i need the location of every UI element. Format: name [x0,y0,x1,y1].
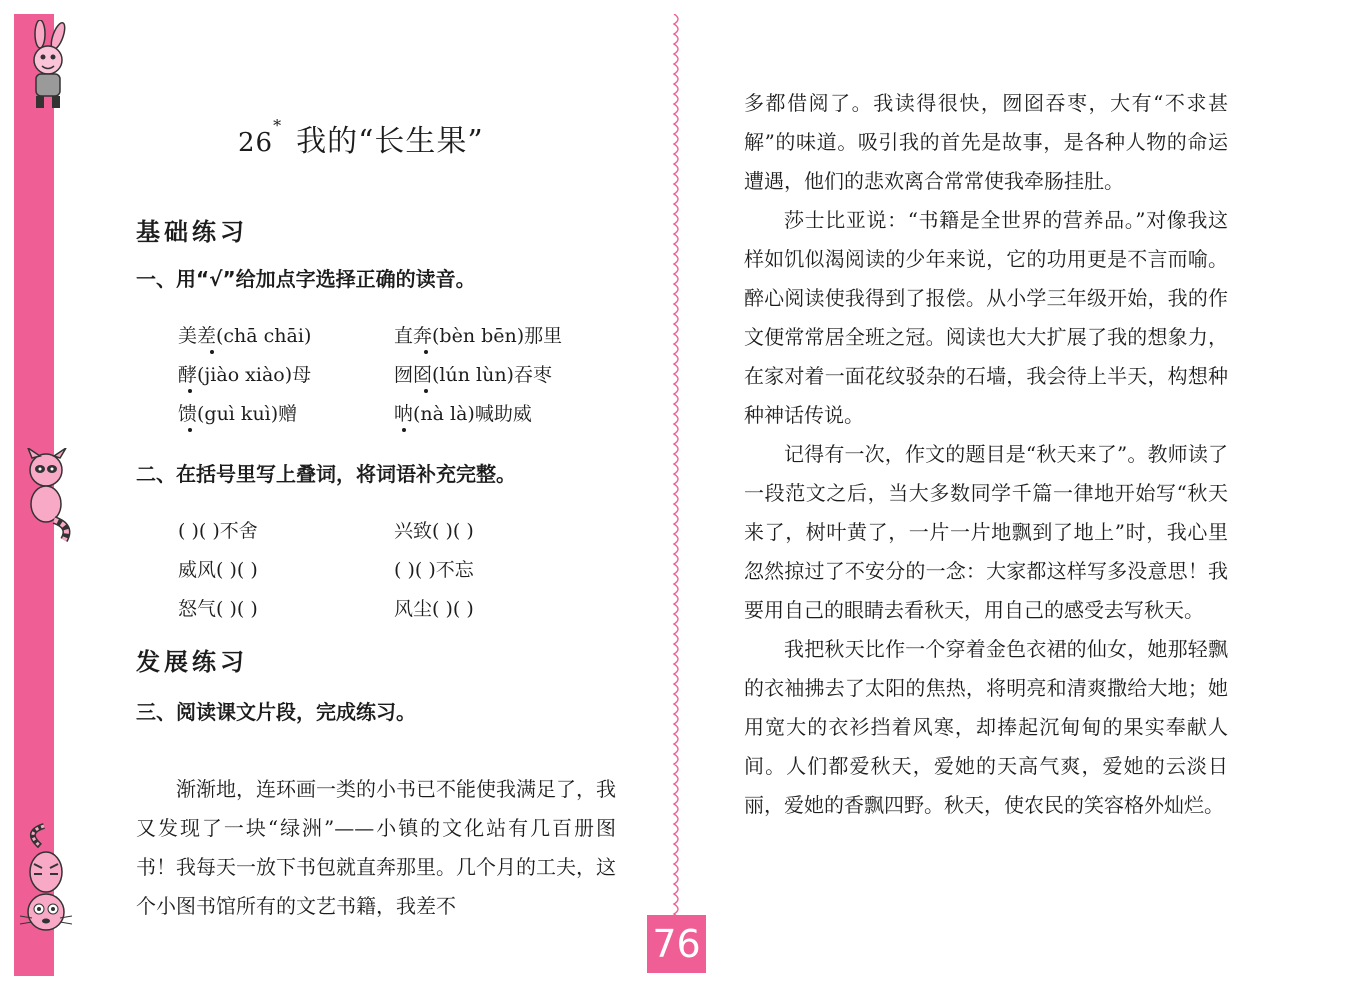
q1-item: 美差(chā chāi) [178,325,312,347]
q1-item: 囫囵(lún lùn)吞枣 [394,364,552,386]
raccoon-icon [14,448,76,543]
q2-item: ( )( )不忘 [394,559,474,581]
section-basic-heading: 基础练习 [136,218,248,246]
q1-item: 呐(nà là)喊助威 [394,403,532,425]
question-3-prompt: 三、阅读课文片段，完成练习。 [136,700,416,724]
passage-paragraph: 莎士比亚说：“书籍是全世界的营养品。”对像我这样如饥似渴阅读的少年来说，它的功用更是不言而喻。醉心阅读使我得到了报偿。从小学三年级开始，我的作文便常常居全班之冠。阅读也大大扩展了我的想象力，在家对着一面花纹驳杂的石墙，我会待上半天，构想种种神话传说。 [744,208,1228,427]
tiger-icon [14,822,76,940]
question-1-prompt: 一、用“√”给加点字选择正确的读音。 [136,267,476,291]
q2-item: 风尘( )( ) [394,598,474,620]
passage-paragraph: 渐渐地，连环画一类的小书已不能使我满足了，我又发现了一块“绿洲”——小镇的文化站有几百册图书！我每天一放下书包就直奔那里。几个月的工夫，这个小图书馆所有的文艺书籍，我差不 [136,777,616,918]
q1-item: 酵(jiào xiào)母 [178,364,312,386]
emphasis-dot [210,350,214,354]
lesson-title [238,116,484,160]
emphasis-dot [424,350,428,354]
emphasis-dot [402,428,406,432]
q1-item: 直奔(bèn bēn)那里 [394,325,563,347]
q2-item: ( )( )不舍 [178,520,258,542]
emphasis-dot [188,428,192,432]
q1-item: 馈(guì kuì)赠 [178,403,298,425]
question-2-prompt: 二、在括号里写上叠词，将词语补充完整。 [136,462,516,486]
passage-paragraph: 多都借阅了。我读得很快，囫囵吞枣，大有“不求甚解”的味道。吸引我的首先是故事，是各种人物的命运遭遇，他们的悲欢离合常常使我牵肠挂肚。 [744,91,1228,193]
lesson-title-text: 我的“长生果” [296,124,484,159]
rabbit-icon [14,20,76,112]
emphasis-dot [424,389,428,393]
passage-paragraph: 我把秋天比作一个穿着金色衣裙的仙女，她那轻飘的衣袖拂去了太阳的焦热，将明亮和清爽撒给大地；她用宽大的衣衫挡着风寒，却捧起沉甸甸的果实奉献人间。人们都爱秋天，爱她的天高气爽，爱她的云淡日丽，爱她的香飘四野。秋天，使农民的笑容格外灿烂。 [744,637,1228,817]
passage-paragraph: 记得有一次，作文的题目是“秋天来了”。教师读了一段范文之后，当大多数同学千篇一律地开始写“秋天来了，树叶黄了，一片一片地飘到了地上”时，我心里忽然掠过了不安分的一念：大家都这样写多没意思！我要用自己的眼睛去看秋天，用自己的感受去写秋天。 [744,442,1228,622]
section-development-heading: 发展练习 [136,648,248,676]
q2-item: 兴致( )( ) [394,520,474,542]
q2-item: 怒气( )( ) [178,598,258,620]
right-page [744,84,1228,825]
optional-lesson-mark: * [273,116,283,135]
emphasis-dot [188,389,192,393]
lesson-number: 26 [238,128,274,158]
page-divider [668,14,688,944]
page-number: 76 [647,915,706,973]
q2-item: 威风( )( ) [178,559,258,581]
